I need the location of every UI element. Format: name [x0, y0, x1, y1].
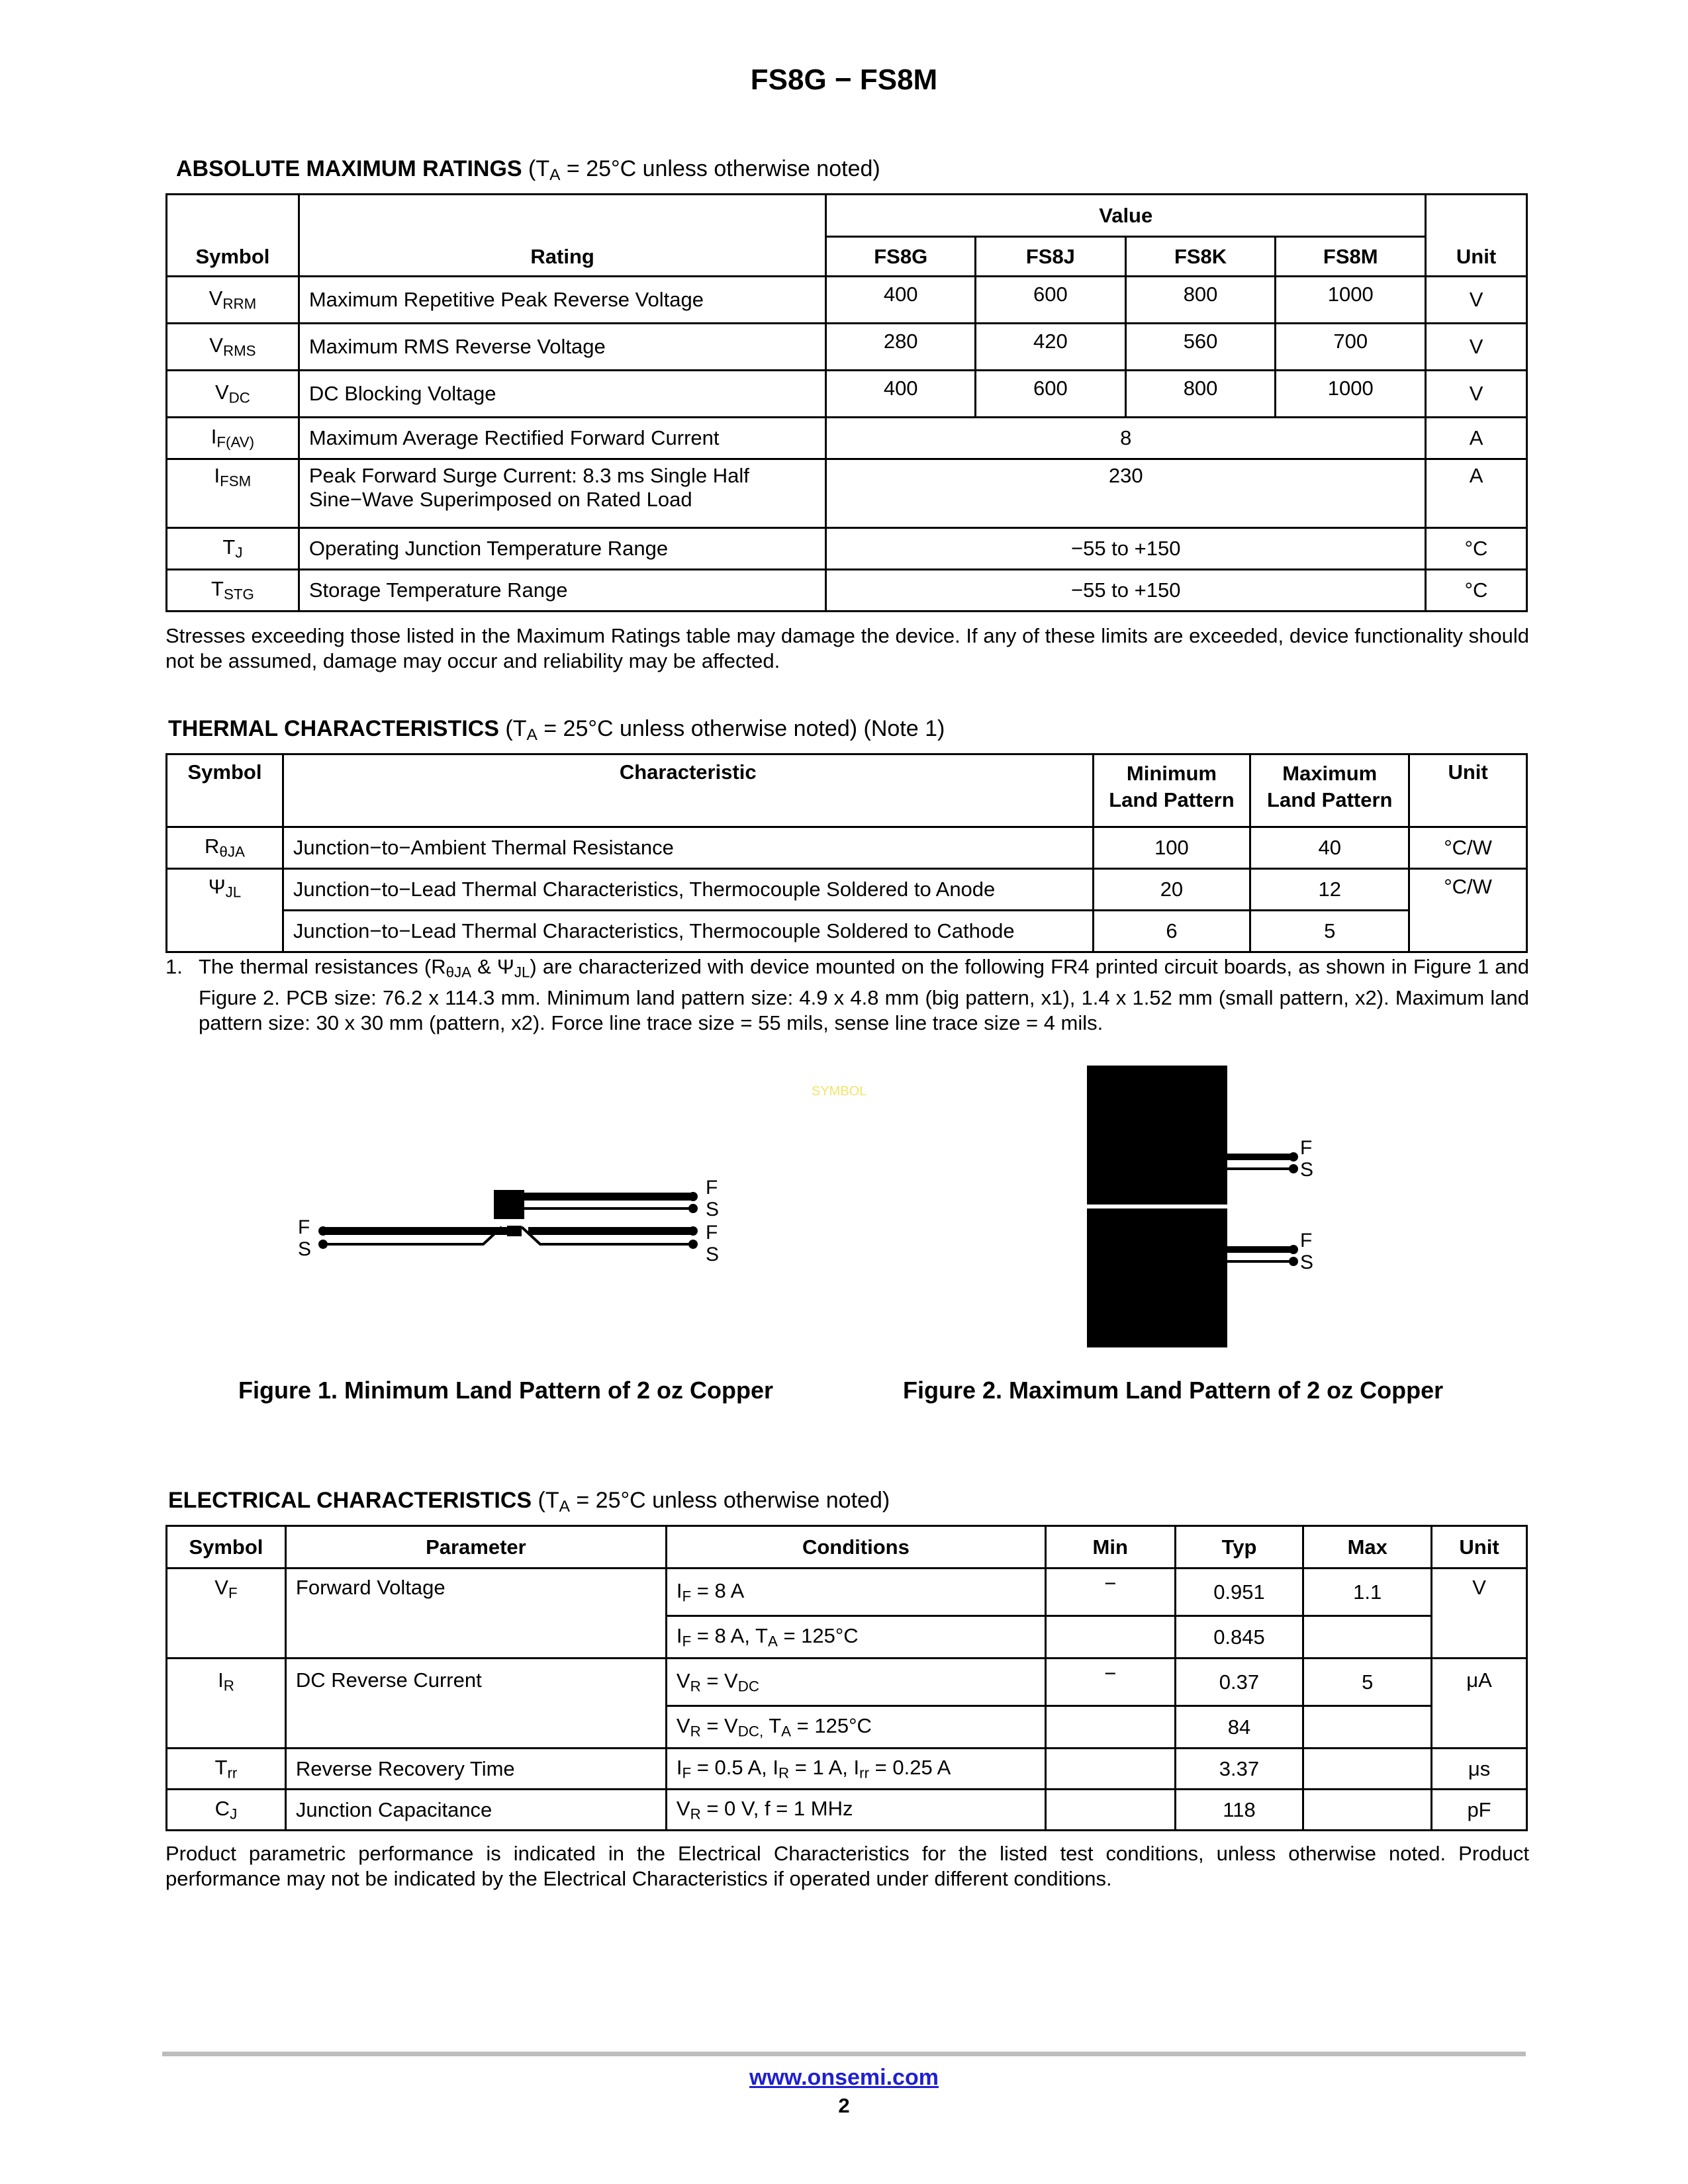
min-cell	[1045, 1706, 1175, 1749]
terminal-dot	[688, 1240, 698, 1249]
max-cell	[1303, 1706, 1432, 1749]
value-cell: 600	[976, 371, 1126, 418]
unit-cell: pF	[1432, 1790, 1527, 1831]
rating-cell: Maximum Repetitive Peak Reverse Voltage	[299, 277, 826, 324]
value-cell: 8	[826, 418, 1426, 459]
conditions-cell: $V_R = V_{DC}$	[666, 1659, 1045, 1706]
symbol-cell: $T_{STG}$	[167, 570, 299, 612]
unit-cell: A	[1426, 459, 1527, 528]
value-cell: 12	[1250, 869, 1409, 911]
rating-cell: DC Blocking Voltage	[299, 371, 826, 418]
terminal-dot	[1289, 1152, 1298, 1161]
unit-cell: V	[1426, 324, 1527, 371]
figure-2-diagram	[1079, 1064, 1344, 1349]
fig1-right-top-labels: F S	[706, 1177, 720, 1220]
symbol-cell: $I_{FSM}$	[167, 459, 299, 528]
col-rating: Rating	[299, 195, 826, 277]
col-device: FS8K	[1125, 237, 1276, 277]
typ-cell: 118	[1175, 1790, 1303, 1831]
max-cell	[1303, 1790, 1432, 1831]
rating-cell: Peak Forward Surge Current: 8.3 ms Single Half Sine−Wave Superimposed on Rated Load	[299, 459, 826, 528]
characteristic-cell: Junction−to−Ambient Thermal Resistance	[283, 827, 1093, 869]
fig2-bottom-labels: F S	[1300, 1230, 1314, 1273]
table-row	[167, 528, 1527, 570]
typ-cell: 0.845	[1175, 1616, 1303, 1659]
thermal-conditions: ($T_A = 25^\circ C$ unless otherwise noted) (Note 1)	[505, 716, 945, 745]
abs-max-note: Stresses exceeding those listed in the Maximum Ratings table may damage the device. If any of these limits are exceeded, device functionality should not be assumed, damage may occur and reliability may be affected.	[165, 624, 1529, 672]
rating-cell: Maximum Average Rectified Forward Current	[299, 418, 826, 459]
col-device: FS8J	[976, 237, 1126, 277]
table-row	[167, 459, 1527, 528]
col-symbol: Symbol	[167, 195, 299, 277]
conditions-cell: $V_R = V_{DC,}$ $T_A = 125^\circ C$	[666, 1706, 1045, 1749]
electrical-heading	[168, 1488, 890, 1516]
conditions-cell: $I_F = 8$ A, $T_A = 125^\circ C$	[666, 1616, 1045, 1659]
min-cell	[1045, 1790, 1175, 1831]
unit-cell: °C/W	[1409, 869, 1527, 952]
table-row	[167, 570, 1527, 612]
thermal-heading	[168, 716, 945, 745]
value-cell: −55 to +150	[826, 528, 1426, 570]
figure-1-caption: Figure 1. Minimum Land Pattern of 2 oz Copper	[238, 1377, 774, 1404]
value-cell: 5	[1250, 911, 1409, 952]
terminal-dot	[1289, 1245, 1298, 1254]
conditions-cell: $I_F = 0.5$ A, $I_R = 1$ A, $I_{rr} = 0.25$ A	[666, 1749, 1045, 1790]
col-min: Min	[1045, 1526, 1175, 1569]
unit-cell: °C	[1426, 528, 1527, 570]
fig1-left-labels: F S	[298, 1216, 312, 1260]
abs-max-table	[165, 193, 1528, 612]
electrical-title: ELECTRICAL CHARACTERISTICS	[168, 1488, 532, 1513]
table-row	[167, 277, 1527, 324]
col-parameter: Parameter	[285, 1526, 666, 1569]
parameter-cell: Reverse Recovery Time	[285, 1749, 666, 1790]
max-cell	[1303, 1749, 1432, 1790]
rating-cell: Storage Temperature Range	[299, 570, 826, 612]
symbol-cell: $V_{RMS}$	[167, 324, 299, 371]
abs-max-title: ABSOLUTE MAXIMUM RATINGS	[176, 156, 522, 181]
abs-max-heading	[176, 156, 880, 185]
terminal-dot	[1289, 1257, 1298, 1266]
terminal-dot	[318, 1226, 328, 1236]
col-unit: Unit	[1426, 195, 1527, 277]
rating-cell: Operating Junction Temperature Range	[299, 528, 826, 570]
symbol-cell: $I_R$	[167, 1659, 286, 1749]
symbol-cell: $V_{DC}$	[167, 371, 299, 418]
conditions-cell: $I_F = 8$ A	[666, 1569, 1045, 1616]
typ-cell: 3.37	[1175, 1749, 1303, 1790]
large-land-pad	[1087, 1208, 1227, 1347]
unit-cell: °C/W	[1409, 827, 1527, 869]
value-cell: 600	[976, 277, 1126, 324]
parameter-cell: DC Reverse Current	[285, 1659, 666, 1749]
symbol-cell: $T_{rr}$	[167, 1749, 286, 1790]
col-typ: Typ	[1175, 1526, 1303, 1569]
fig2-top-labels: F S	[1300, 1137, 1314, 1181]
col-unit: Unit	[1432, 1526, 1527, 1569]
characteristic-cell: Junction−to−Lead Thermal Characteristics, Thermocouple Soldered to Anode	[283, 869, 1093, 911]
large-land-pad	[1087, 1066, 1227, 1205]
max-cell: 1.1	[1303, 1569, 1432, 1616]
rating-cell: Maximum RMS Reverse Voltage	[299, 324, 826, 371]
table-row	[167, 869, 1527, 911]
symbol-cell: $V_F$	[167, 1569, 286, 1659]
unit-cell: μs	[1432, 1749, 1527, 1790]
min-cell: −	[1045, 1659, 1175, 1706]
typ-cell: 0.37	[1175, 1659, 1303, 1706]
unit-cell: V	[1426, 277, 1527, 324]
unit-cell: °C	[1426, 570, 1527, 612]
symbol-cell: $T_J$	[167, 528, 299, 570]
value-cell: 420	[976, 324, 1126, 371]
table-row	[167, 911, 1527, 952]
electrical-conditions: ($T_A = 25^\circ C$ unless otherwise noted)	[538, 1488, 890, 1516]
electrical-note: Product parametric performance is indicated in the Electrical Characteristics for the listed test conditions, unless otherwise noted. Product performance may not be indicated by the Electrical Characteristics if operated under different conditions.	[165, 1842, 1529, 1890]
parameter-cell: Forward Voltage	[285, 1569, 666, 1659]
thermal-table	[165, 753, 1528, 953]
table-row	[167, 418, 1527, 459]
min-cell	[1045, 1616, 1175, 1659]
thermal-title: THERMAL CHARACTERISTICS	[168, 716, 499, 741]
unit-cell: μA	[1432, 1659, 1527, 1749]
value-cell: 1000	[1276, 371, 1426, 418]
col-device: FS8M	[1276, 237, 1426, 277]
col-value: Value	[826, 195, 1426, 237]
value-cell: −55 to +150	[826, 570, 1426, 612]
table-row	[167, 1659, 1527, 1706]
unit-cell: A	[1426, 418, 1527, 459]
thermal-note: The thermal resistances ($R_{\theta JA}$ & $\Psi_{JL}$) are characterized with device mounted on the following FR4 printed circuit boards, as shown in Figure 1 and Figure 2. PCB size: 76.2 x 114.3 mm. Minimum land pattern size: 4.9 x 4.8 mm (big pattern, x1), 1.4 x 1.52 mm (small pattern, x2). Maximum land pattern size: 30 x 30 mm (pattern, x2). Force line trace size = 55 mils, sense line trace size = 4 mils.	[199, 955, 1529, 1034]
conditions-cell: $V_R = 0$ V, f = 1 MHz	[666, 1790, 1045, 1831]
terminal-dot	[688, 1204, 698, 1213]
value-cell: 400	[826, 277, 976, 324]
col-conditions: Conditions	[666, 1526, 1045, 1569]
value-cell: 40	[1250, 827, 1409, 869]
parameter-cell: Junction Capacitance	[285, 1790, 666, 1831]
footer-rule	[162, 2052, 1526, 2056]
typ-cell: 0.951	[1175, 1569, 1303, 1616]
symbol-cell: $V_{RRM}$	[167, 277, 299, 324]
table-row	[167, 324, 1527, 371]
table-row	[167, 827, 1527, 869]
value-cell: 700	[1276, 324, 1426, 371]
faint-watermark: SYMBOL	[812, 1084, 867, 1099]
min-cell	[1045, 1749, 1175, 1790]
col-unit: Unit	[1409, 754, 1527, 827]
value-cell: 400	[826, 371, 976, 418]
table-row	[167, 371, 1527, 418]
thermal-note-number: 1.	[165, 955, 183, 978]
symbol-cell: $C_J$	[167, 1790, 286, 1831]
value-cell: 230	[826, 459, 1426, 528]
col-min-land-pattern: Minimum Land Pattern	[1093, 754, 1250, 827]
value-cell: 800	[1125, 371, 1276, 418]
symbol-cell: $I_{F(AV)}$	[167, 418, 299, 459]
value-cell: 100	[1093, 827, 1250, 869]
value-cell: 20	[1093, 869, 1250, 911]
min-cell: −	[1045, 1569, 1175, 1616]
value-cell: 6	[1093, 911, 1250, 952]
col-symbol: Symbol	[167, 1526, 286, 1569]
symbol-cell: $\Psi_{JL}$	[167, 869, 283, 952]
col-characteristic: Characteristic	[283, 754, 1093, 827]
terminal-dot	[688, 1226, 698, 1236]
max-cell: 5	[1303, 1659, 1432, 1706]
table-row	[167, 1569, 1527, 1616]
unit-cell: V	[1432, 1569, 1527, 1659]
characteristic-cell: Junction−to−Lead Thermal Characteristics, Thermocouple Soldered to Cathode	[283, 911, 1093, 952]
page-number: 2	[838, 2094, 850, 2117]
table-row	[167, 1749, 1527, 1790]
terminal-dot	[1289, 1164, 1298, 1173]
col-device: FS8G	[826, 237, 976, 277]
figure-2-caption: Figure 2. Maximum Land Pattern of 2 oz Copper	[903, 1377, 1444, 1404]
value-cell: 1000	[1276, 277, 1426, 324]
figure-1-diagram	[278, 1152, 741, 1284]
value-cell: 560	[1125, 324, 1276, 371]
col-max-land-pattern: Maximum Land Pattern	[1250, 754, 1409, 827]
abs-max-conditions: ($T_A = 25^\circ C$ unless otherwise noted)	[528, 156, 880, 185]
unit-cell: V	[1426, 371, 1527, 418]
max-cell	[1303, 1616, 1432, 1659]
value-cell: 800	[1125, 277, 1276, 324]
page-title: FS8G − FS8M	[750, 64, 938, 96]
footer-website-link[interactable]: www.onsemi.com	[749, 2065, 939, 2090]
terminal-dot	[318, 1240, 328, 1249]
electrical-table	[165, 1525, 1528, 1831]
value-cell: 280	[826, 324, 976, 371]
terminal-dot	[688, 1192, 698, 1201]
land-pad	[494, 1190, 524, 1219]
typ-cell: 84	[1175, 1706, 1303, 1749]
fig1-right-bottom-labels: F S	[706, 1222, 720, 1265]
table-row	[167, 1790, 1527, 1831]
symbol-cell: $R_{\theta JA}$	[167, 827, 283, 869]
col-symbol: Symbol	[167, 754, 283, 827]
col-max: Max	[1303, 1526, 1432, 1569]
